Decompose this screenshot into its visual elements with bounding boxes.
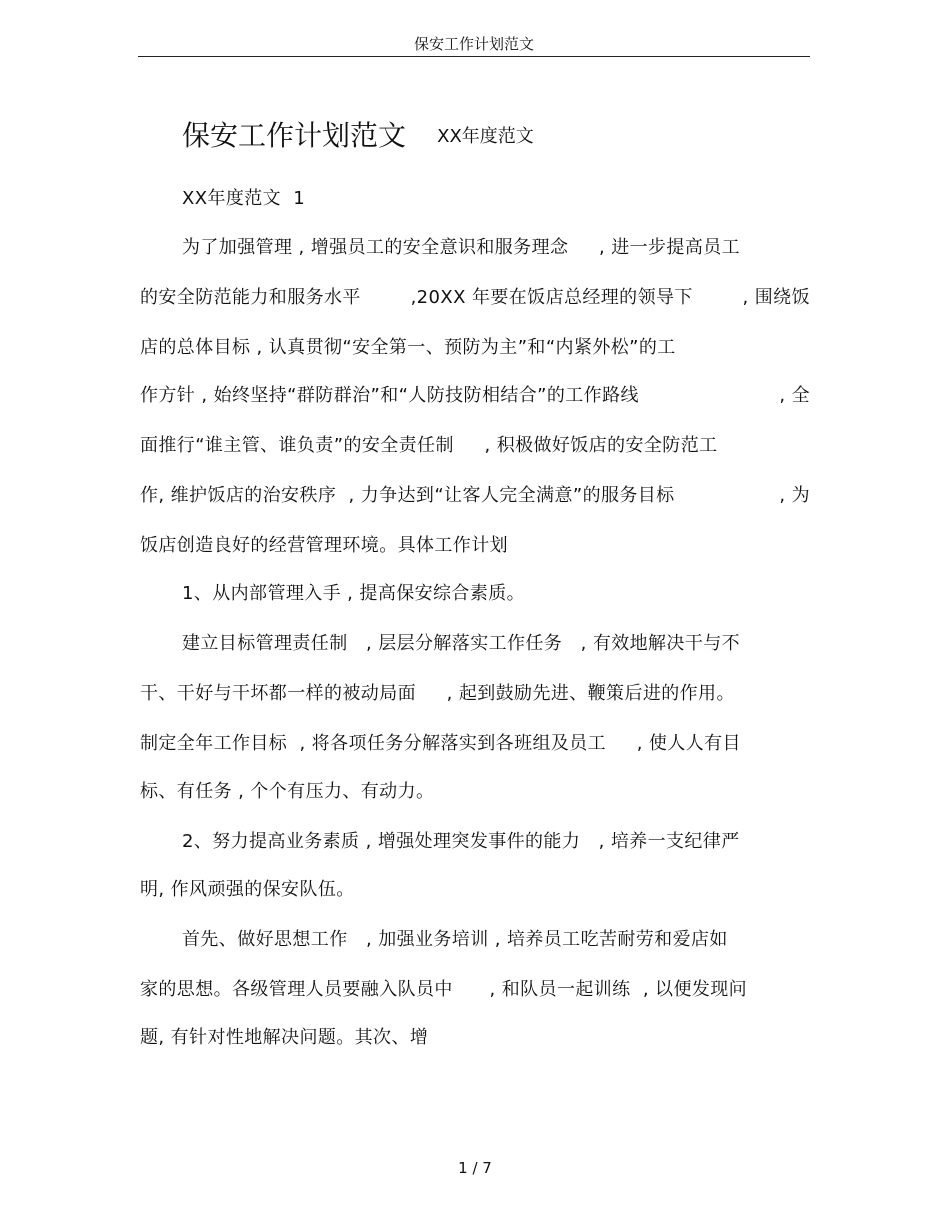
paragraph-line: 制定全年工作目标 , 将各项任务分解落实到各班组及员工 , 使人人有目 [140, 733, 741, 754]
title-main: 保安工作计划范文 [182, 119, 407, 152]
line-segment: , 全 [779, 385, 810, 406]
document-title [182, 114, 534, 159]
paragraph-line: 题, 有针对性地解决问题。其次、增 [140, 1027, 429, 1048]
running-header: 保安工作计划范文 [413, 35, 534, 53]
paragraph-line: 明, 作风顽强的保安队伍。 [140, 879, 355, 900]
paragraph-line: 建立目标管理责任制 , 层层分解落实工作任务 , 有效地解决干与不 [182, 633, 741, 654]
paragraph-line: 面推行“谁主管、谁负责”的安全责任制 , 积极做好饭店的安全防范工 [140, 435, 718, 456]
paragraph-line: 1、从内部管理入手 , 提高保安综合素质。 [182, 583, 526, 604]
line-segment: 的安全防范能力和服务水平 [140, 287, 361, 308]
page-number: 1 / 7 [458, 1159, 492, 1177]
paragraph-line [140, 284, 810, 312]
line-segment: 作方针 , 始终坚持“群防群治”和“人防技防相结合”的工作路线 [140, 385, 639, 406]
paragraph-line: 干、干好与干坏都一样的被动局面 , 起到鼓励先进、鞭策后进的作用。 [140, 683, 735, 704]
paragraph-line: 饭店创造良好的经营管理环境。具体工作计划 [140, 535, 508, 556]
line-segment: 作, 维护饭店的治安秩序 , 力争达到“让客人完全满意”的服务目标 [140, 485, 675, 506]
paragraph-line: 首先、做好思想工作 , 加强业务培训 , 培养员工吃苦耐劳和爱店如 [182, 929, 728, 950]
paragraph-line: 标、有任务 , 个个有压力、有动力。 [140, 781, 435, 802]
paragraph-line: 2、努力提高业务素质 , 增强处理突发事件的能力 , 培养一支纪律严 [182, 831, 740, 852]
header-rule [138, 56, 810, 57]
section-heading: XX年度范文 1 [182, 188, 306, 209]
paragraph-line: 为了加强管理 , 增强员工的安全意识和服务理念 , 进一步提高员工 [182, 237, 741, 258]
paragraph-line: 家的思想。各级管理人员要融入队员中 , 和队员一起训练 , 以便发现问 [140, 979, 748, 1000]
paragraph-line [140, 482, 810, 510]
paragraph-line [140, 382, 810, 410]
paragraph-line: 店的总体目标 , 认真贯彻“安全第一、预防为主”和“内紧外松”的工 [140, 337, 676, 358]
title-subtitle: XX年度范文 [437, 126, 534, 147]
line-segment: , 围绕饭 [742, 287, 810, 308]
line-segment: ,20XX 年要在饭店总经理的领导下 [410, 287, 693, 308]
line-segment: , 为 [779, 485, 810, 506]
